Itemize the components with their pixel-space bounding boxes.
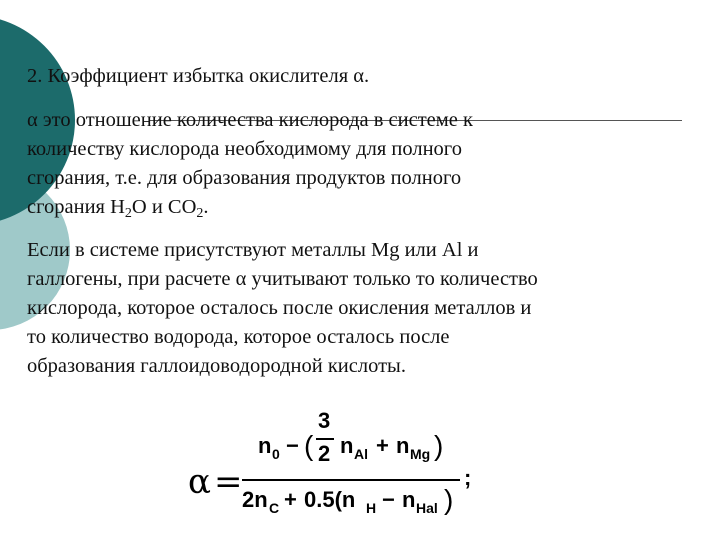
- numerator-close-paren: ): [434, 430, 444, 461]
- numerator-sub-0: 0: [272, 446, 280, 462]
- definition-line: α это отношение количества кислорода в системе к: [27, 109, 473, 131]
- note-line: то количество водорода, которое осталось после: [27, 326, 450, 348]
- definition-line: сгорания, т.е. для образования продуктов полного: [27, 167, 462, 189]
- fraction-two: 2: [318, 441, 331, 466]
- alpha-formula: [180, 405, 500, 535]
- numerator-n0: n: [258, 433, 272, 458]
- definition-middle: O и CO: [131, 196, 197, 218]
- main-fraction-bar: [242, 479, 460, 481]
- note-line: образования галлоидоводородной кислоты.: [27, 355, 406, 377]
- fraction-three: 3: [318, 408, 331, 433]
- numerator-n-al: n: [340, 433, 354, 458]
- formula-equals: =: [214, 462, 243, 502]
- denominator-2n: 2n: [242, 487, 268, 512]
- numerator-plus: +: [376, 433, 389, 458]
- note-line: Если в системе присутствуют металлы Mg или Al и: [27, 239, 479, 261]
- note-paragraph: [27, 236, 687, 381]
- subscript-co2: 2: [196, 206, 204, 221]
- denominator-sub-h: H: [366, 500, 377, 516]
- note-line: галлогены, при расчете α учитывают только то количество: [27, 268, 538, 290]
- slide-heading: 2. Коэффициент избытка окислителя α.: [27, 65, 370, 87]
- definition-line: количеству кислорода необходимому для полного: [27, 138, 462, 160]
- formula-alpha: α: [188, 462, 211, 502]
- definition-line-last: [27, 193, 687, 222]
- formula-semicolon: ;: [464, 465, 472, 490]
- definition-suffix: .: [203, 196, 209, 218]
- denominator-plus: +: [284, 487, 297, 512]
- denominator-sub-hal: Hal: [416, 500, 438, 516]
- numerator-n-mg: n: [396, 433, 410, 458]
- denominator-minus: −: [382, 487, 395, 512]
- denominator-half-n: 0.5(n: [304, 487, 356, 512]
- numerator-minus: −: [286, 433, 299, 458]
- numerator-sub-mg: Mg: [410, 446, 431, 462]
- denominator-close-paren: ): [444, 484, 454, 515]
- small-fraction-bar: [316, 438, 334, 440]
- denominator-sub-c: C: [269, 500, 280, 516]
- denominator-n-hal: n: [402, 487, 416, 512]
- numerator-sub-al: Al: [354, 446, 368, 462]
- definition-prefix: сгорания H: [27, 196, 125, 218]
- note-line: кислорода, которое осталось после окисления металлов и: [27, 297, 532, 319]
- subscript-h2: 2: [124, 206, 132, 221]
- definition-paragraph: [27, 106, 687, 222]
- numerator-open-paren: (: [304, 430, 314, 461]
